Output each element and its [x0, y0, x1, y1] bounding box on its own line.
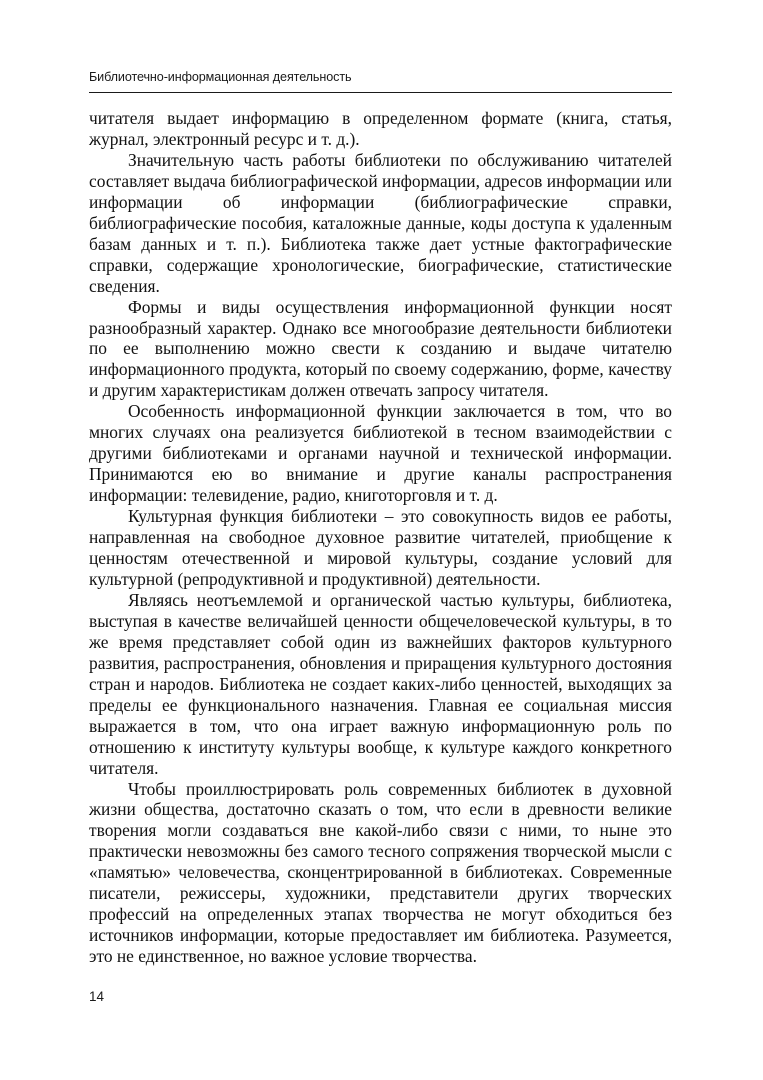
page-number: 14 — [89, 989, 105, 1004]
paragraph: Являясь неотъемлемой и органической частью культуры, библиотека, выступая в качестве величайшей ценности общечеловеческой культуры, в то же время представляет собой один из важнейших факторов культурного развития, распространения, обновления и приращения культурного достояния стран и народов. Библиотека не создает каких-либо ценностей, выходящих за пределы ее функционального назначения. Главная ее социальная миссия выражается в том, что она играет важную информационную роль по отношению к институту культуры вообще, к культуре каждого конкретного читателя. — [89, 589, 672, 778]
running-header: Библиотечно-информационная деятельность — [89, 70, 352, 84]
body-text — [89, 108, 672, 967]
paragraph: Культурная функция библиотеки – это совокупность видов ее работы, направленная на свободное духовное развитие читателей, приобщение к ценностям отечественной и мировой культуры, создание условий для культурной (репродуктивной и продуктивной) деятельности. — [89, 506, 672, 589]
header-divider — [89, 92, 672, 93]
paragraph: читателя выдает информацию в определенном формате (книга, статья, журнал, электронный ресурс и т. д.). — [89, 108, 672, 149]
paragraph: Значительную часть работы библиотеки по обслуживанию читателей составляет выдача библиографической информации, адресов информации или информации об информации (библиографические справки, библиографические пособия, каталожные данные, коды доступа к удаленным базам данных и т. п.). Библиотека также дает устные фактографические справки, содержащие хронологические, биографические, статистические сведения. — [89, 149, 672, 296]
paragraph: Особенность информационной функции заключается в том, что во многих случаях она реализуется библиотекой в тесном взаимодействии с другими библиотеками и органами научной и технической информации. Принимаются ею во внимание и другие каналы распространения информации: телевидение, радио, книготорговля и т. д. — [89, 401, 672, 506]
paragraph: Чтобы проиллюстрировать роль современных библиотек в духовной жизни общества, достаточно сказать о том, что если в древности великие творения могли создаваться вне какой-либо связи с ними, то ныне это практически невозможны без самого тесного сопряжения творческой мысли с «памятью» человечества, сконцентрированной в библиотеках. Современные писатели, режиссеры, художники, представители других творческих профессий на определенных этапах творчества не могут обходиться без источников информации, которые предоставляет им библиотека. Разумеется, это не единственное, но важное условие творчества. — [89, 778, 672, 967]
paragraph: Формы и виды осуществления информационной функции носят разнообразный характер. Однако все многообразие деятельности библиотеки по ее выполнению можно свести к созданию и выдаче читателю информационного продукта, который по своему содержанию, форме, качеству и другим характеристикам должен отвечать запросу читателя. — [89, 296, 672, 401]
